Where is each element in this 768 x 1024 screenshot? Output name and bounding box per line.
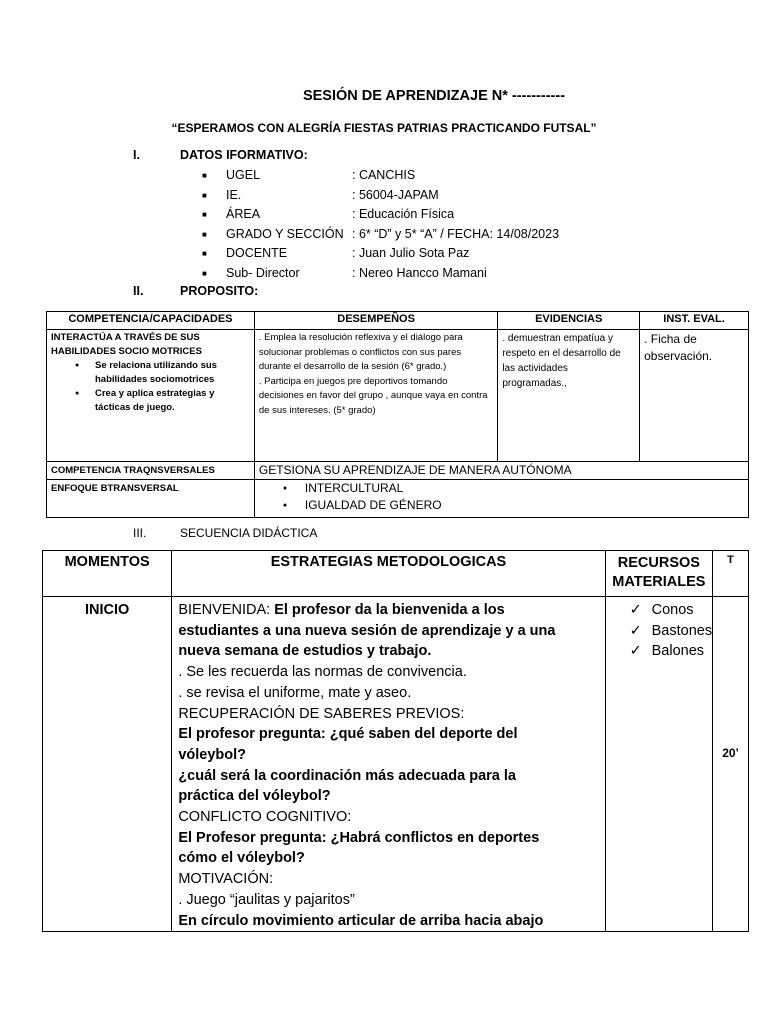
col-header-estrategias: ESTRATEGIAS METODOLOGICAS <box>172 551 605 597</box>
resources-list <box>606 600 712 662</box>
approach-label: ENFOQUE BTRANSVERSAL <box>47 480 255 518</box>
list-item: ✓ Conos <box>606 600 712 621</box>
col-header-t: T <box>713 551 749 597</box>
moment-inicio: INICIO <box>43 597 172 932</box>
performance-text: . Emplea la resolución reflexiva y el diálogo para solucionar problemas o conflictos con sus pares durante el desarrollo de la sesión (6* grado.) <box>258 332 463 372</box>
strategy-line: . Juego “jaulitas y pajaritos” <box>178 891 355 908</box>
list-item: ✓ Balones <box>606 641 712 662</box>
approach-list <box>259 480 744 514</box>
strategy-line: vóleybol? <box>178 746 246 763</box>
competence-cell <box>47 330 255 462</box>
strategy-line: CONFLICTO COGNITIVO: <box>178 809 352 826</box>
info-row-grado: ■ GRADO Y SECCIÓN : 6* “D” y 5* “A” / FECHA: 14/08/2023 <box>202 226 560 241</box>
list-item: ✓ Bastones <box>606 621 712 642</box>
strategy-line: El Profesor pregunta: ¿Habrá conflictos en deportes <box>178 829 540 846</box>
info-row-docente: ■ DOCENTE : Juan Julio Sota Paz <box>202 246 470 260</box>
list-item: ● Crea y aplica estrategias y tácticas de juego. <box>51 387 250 415</box>
page-title: SESIÓN DE APRENDIZAJE N* ----------- <box>302 88 566 104</box>
list-item: ● INTERCULTURAL <box>259 480 744 497</box>
info-row-ugel: ■ UGEL : CANCHIS <box>202 168 416 182</box>
section-label: SECUENCIA DIDÁCTICA <box>180 526 318 540</box>
section-label: PROPOSITO: <box>180 284 259 298</box>
strategy-line: cómo el vóleybol? <box>178 850 305 867</box>
strategy-line: BIENVENIDA: El profesor da la bienvenida a los <box>178 602 505 618</box>
time-cell: 20’ <box>713 597 749 932</box>
instrument-cell: . Ficha de observación. <box>640 330 749 462</box>
strategy-line: . se revisa el uniforme, mate y aseo. <box>178 684 412 701</box>
strategy-line: El profesor pregunta: ¿qué saben del deporte del <box>178 726 518 743</box>
session-subtitle: “ESPERAMOS CON ALEGRÍA FIESTAS PATRIAS PRACTICANDO FUTSAL” <box>171 121 597 135</box>
competence-title: INTERACTÚA A TRAVÉS DE SUS HABILIDADES SOCIO MOTRICES <box>51 332 202 357</box>
section-number: I. <box>133 148 140 162</box>
performance-cell <box>254 330 497 462</box>
section-number: III. <box>133 526 147 540</box>
col-header-recursos: RECURSOS MATERIALES <box>605 551 712 597</box>
strategy-line: estudiantes a una nueva sesión de aprendizaje y a una <box>178 622 556 639</box>
section-number: II. <box>133 284 144 298</box>
info-row-ie: ■ IE. : 56004-JAPAM <box>202 187 439 202</box>
capacities-list <box>51 359 250 415</box>
sequence-table <box>42 550 749 932</box>
strategy-line: ¿cuál será la coordinación más adecuada para la <box>178 767 516 784</box>
purpose-table <box>46 311 749 518</box>
strategy-cell <box>172 597 605 932</box>
col-header-competencia: COMPETENCIA/CAPACIDADES <box>47 312 255 330</box>
transversal-value: GETSIONA SU APRENDIZAJE DE MANERA AUTÓNOMA <box>254 462 748 480</box>
strategy-line: práctica del vóleybol? <box>178 788 331 805</box>
list-item: ● IGUALDAD DE GÉNERO <box>259 497 744 514</box>
list-item: ● Se relaciona utilizando sus habilidades sociomotrices <box>51 359 250 387</box>
evidence-cell: . demuestran empatíua y respeto en el desarrollo de las actividades programadas., <box>498 330 640 462</box>
strategy-line: MOTIVACIÓN: <box>178 871 274 888</box>
info-row-area: ■ ÁREA : Educación Física <box>202 207 455 221</box>
strategy-line: nueva semana de estudios y trabajo. <box>178 643 432 660</box>
col-header-desempenos: DESEMPEÑOS <box>254 312 497 330</box>
approach-cell <box>254 480 748 518</box>
resources-cell <box>605 597 712 932</box>
info-row-subdirector: ■ Sub- Director : Nereo Hancco Mamani <box>202 265 487 280</box>
transversal-label: COMPETENCIA TRAQNSVERSALES <box>47 462 255 480</box>
col-header-momentos: MOMENTOS <box>43 551 172 597</box>
strategy-line: En círculo movimiento articular de arriba hacia abajo <box>178 912 544 929</box>
section-label: DATOS IFORMATIVO: <box>180 148 308 162</box>
strategy-line: . Se les recuerda las normas de convivencia. <box>178 664 467 681</box>
info-list <box>202 166 622 283</box>
performance-text: . Participa en juegos pre deportivos tomando decisiones en favor del grupo , aunque vaya en contra de sus intereses. (5* grado) <box>258 375 488 416</box>
col-header-evidencias: EVIDENCIAS <box>498 312 640 330</box>
col-header-inst-eval: INST. EVAL. <box>640 312 749 330</box>
strategy-line: RECUPERACIÓN DE SABERES PREVIOS: <box>178 705 465 722</box>
